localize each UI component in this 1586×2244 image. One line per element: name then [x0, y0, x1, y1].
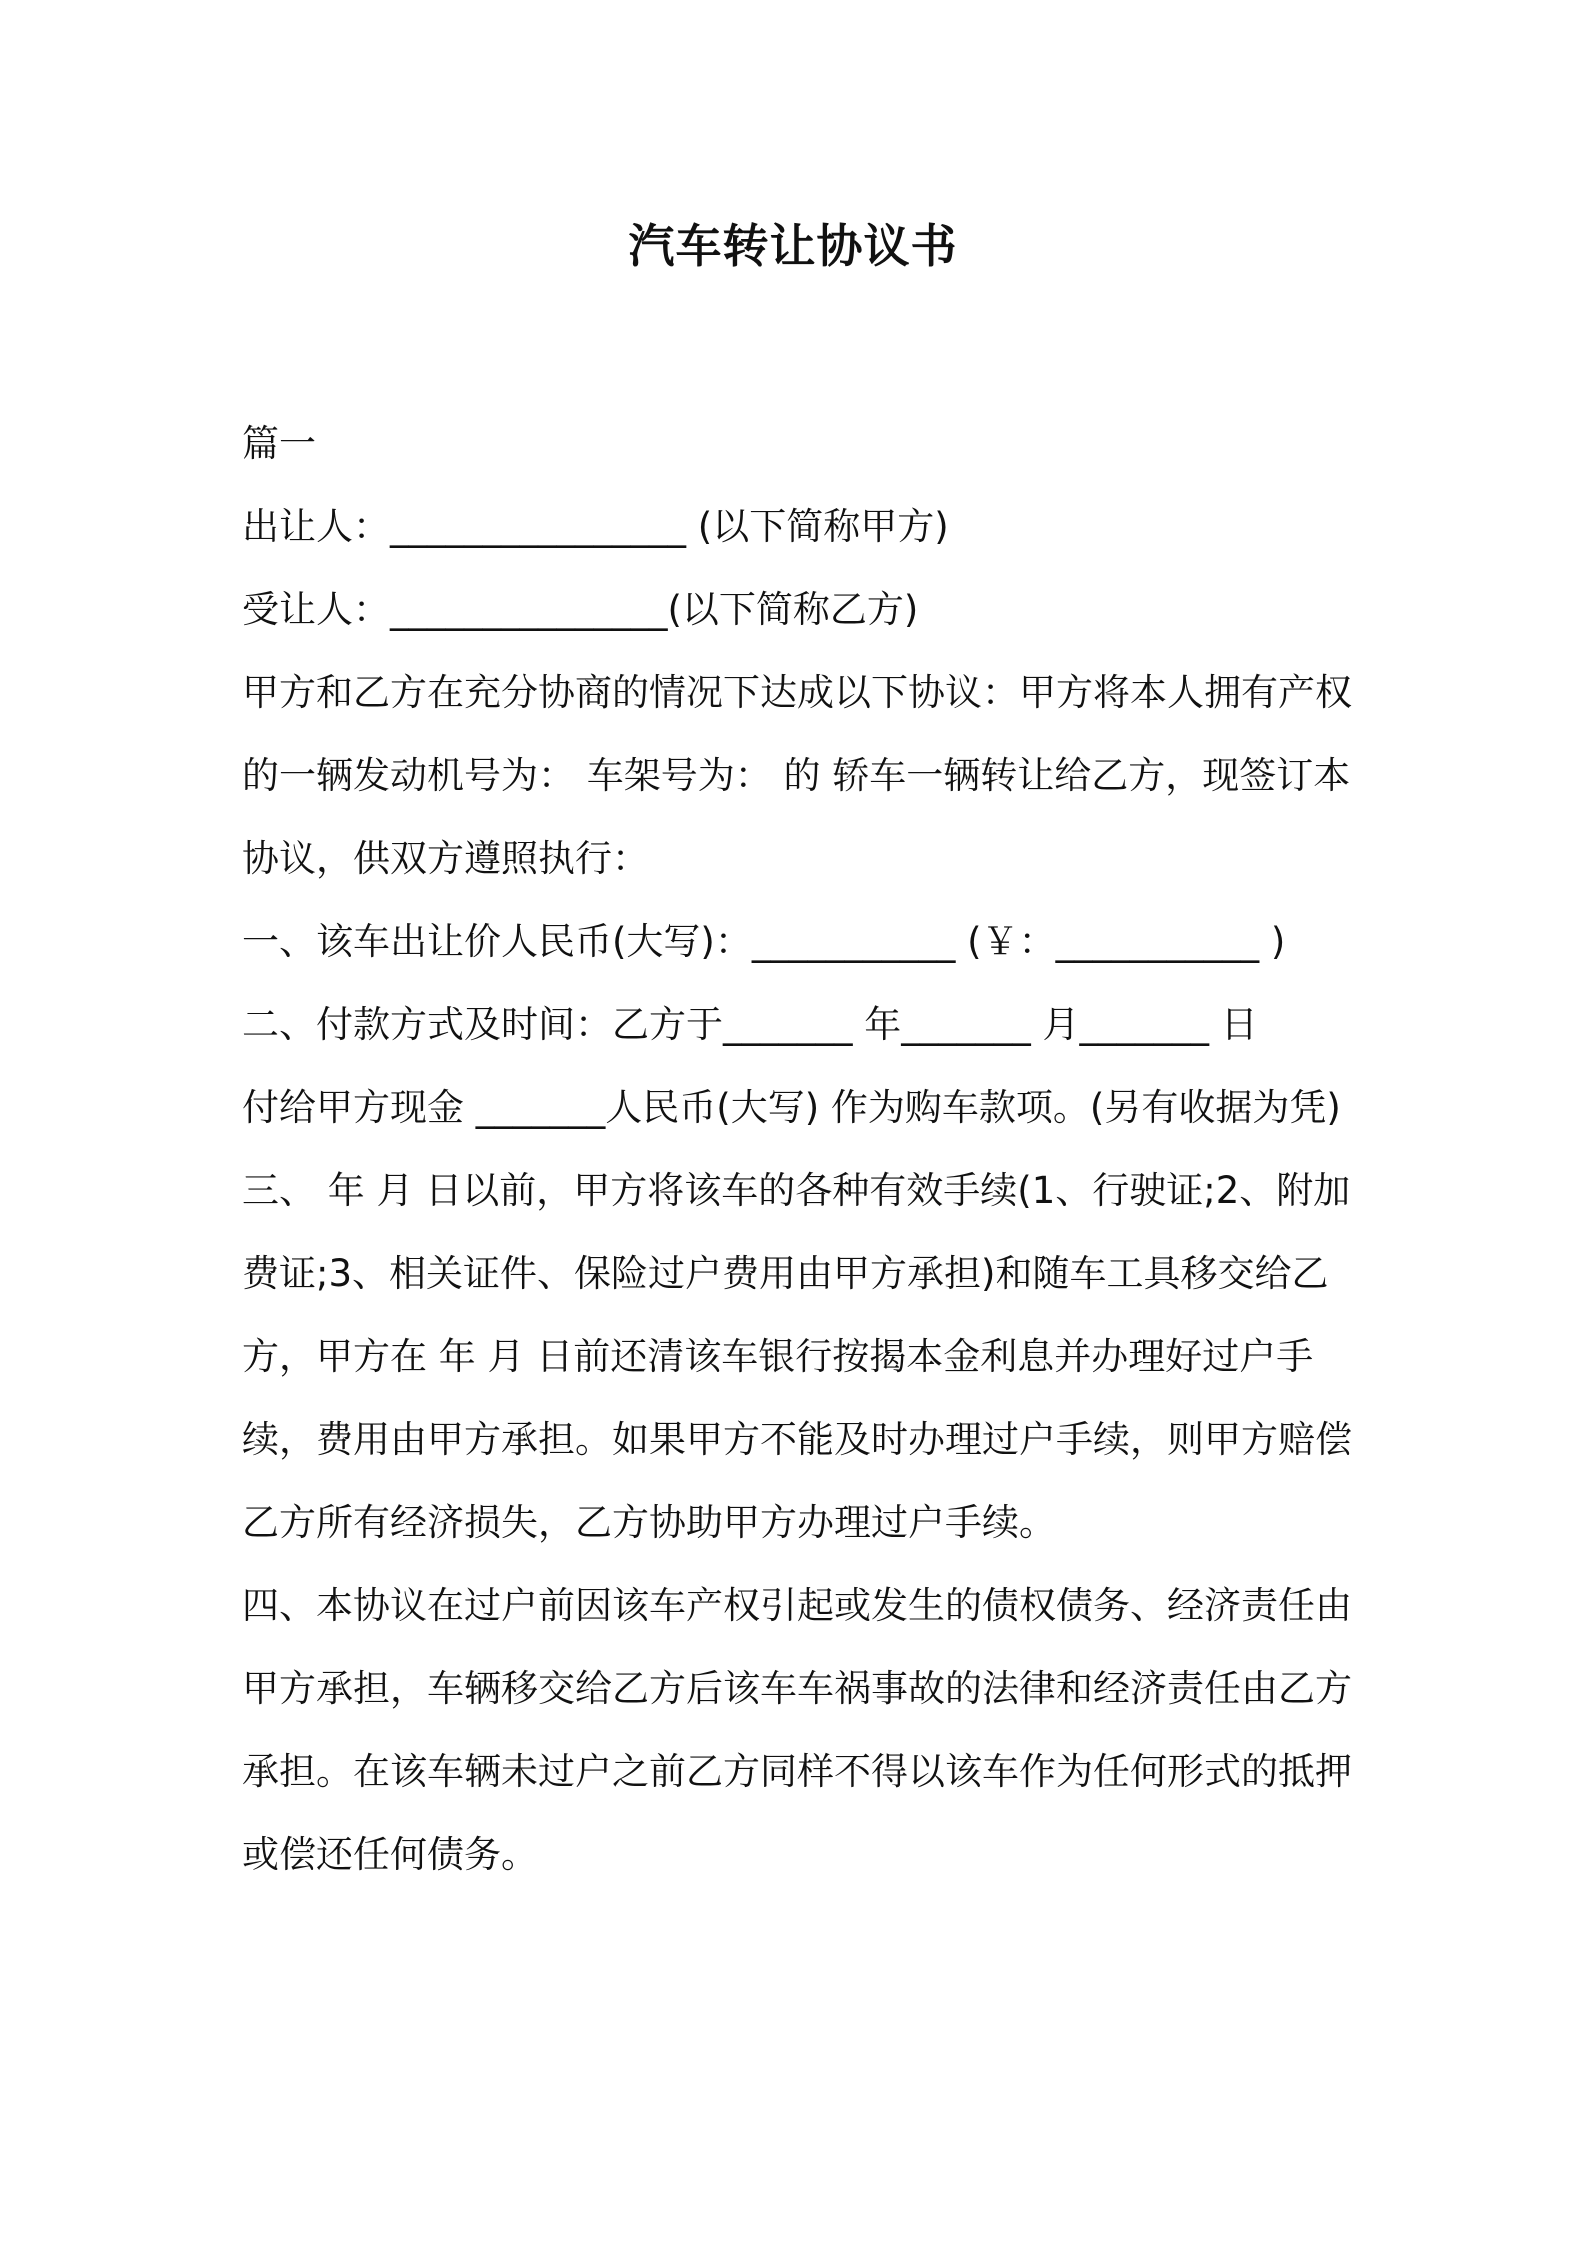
buyer-line: 受让人：_______________(以下简称乙方): [242, 588, 919, 631]
clause-price: 一、该车出让价人民币(大写)：___________ (￥：___________ ): [242, 920, 1286, 963]
clause-liability: 四、本协议在过户前因该车产权引起或发生的债权债务、经济责任由甲方承担，车辆移交给乙方后该车车祸事故的法律和经济责任由乙方承担。在该车辆未过户之前乙方同样不得以该车作为任何形式的抵押或偿还任何债务。: [242, 1584, 1352, 1876]
clause-handover: 三、 年 月 日以前，甲方将该车的各种有效手续(1、行驶证;2、附加费证;3、相关证件、保险过户费用由甲方承担)和随车工具移交给乙方，甲方在 年 月 日前还清该车银行按揭本金利息并办理好过户手续，费用由甲方承担。如果甲方不能及时办理过户手续，则甲方赔偿乙方所有经济损失，乙方协助甲方办理过户手续。: [242, 1169, 1352, 1544]
intro-paragraph: 甲方和乙方在充分协商的情况下达成以下协议：甲方将本人拥有产权的一辆发动机号为： 车架号为： 的 轿车一辆转让给乙方，现签订本协议，供双方遵照执行：: [242, 671, 1352, 880]
clause-payment-line1: 二、付款方式及时间：乙方于_______ 年_______ 月_______ 日: [242, 1003, 1258, 1046]
document-body: [242, 402, 1362, 1896]
clause-payment-rest: 付给甲方现金 _______人民币(大写) 作为购车款项。(另有收据为凭): [242, 1086, 1341, 1129]
section-heading: 篇一: [242, 422, 316, 465]
seller-line: 出让人：________________ (以下简称甲方): [242, 505, 949, 548]
document-title: 汽车转让协议书: [628, 219, 958, 273]
